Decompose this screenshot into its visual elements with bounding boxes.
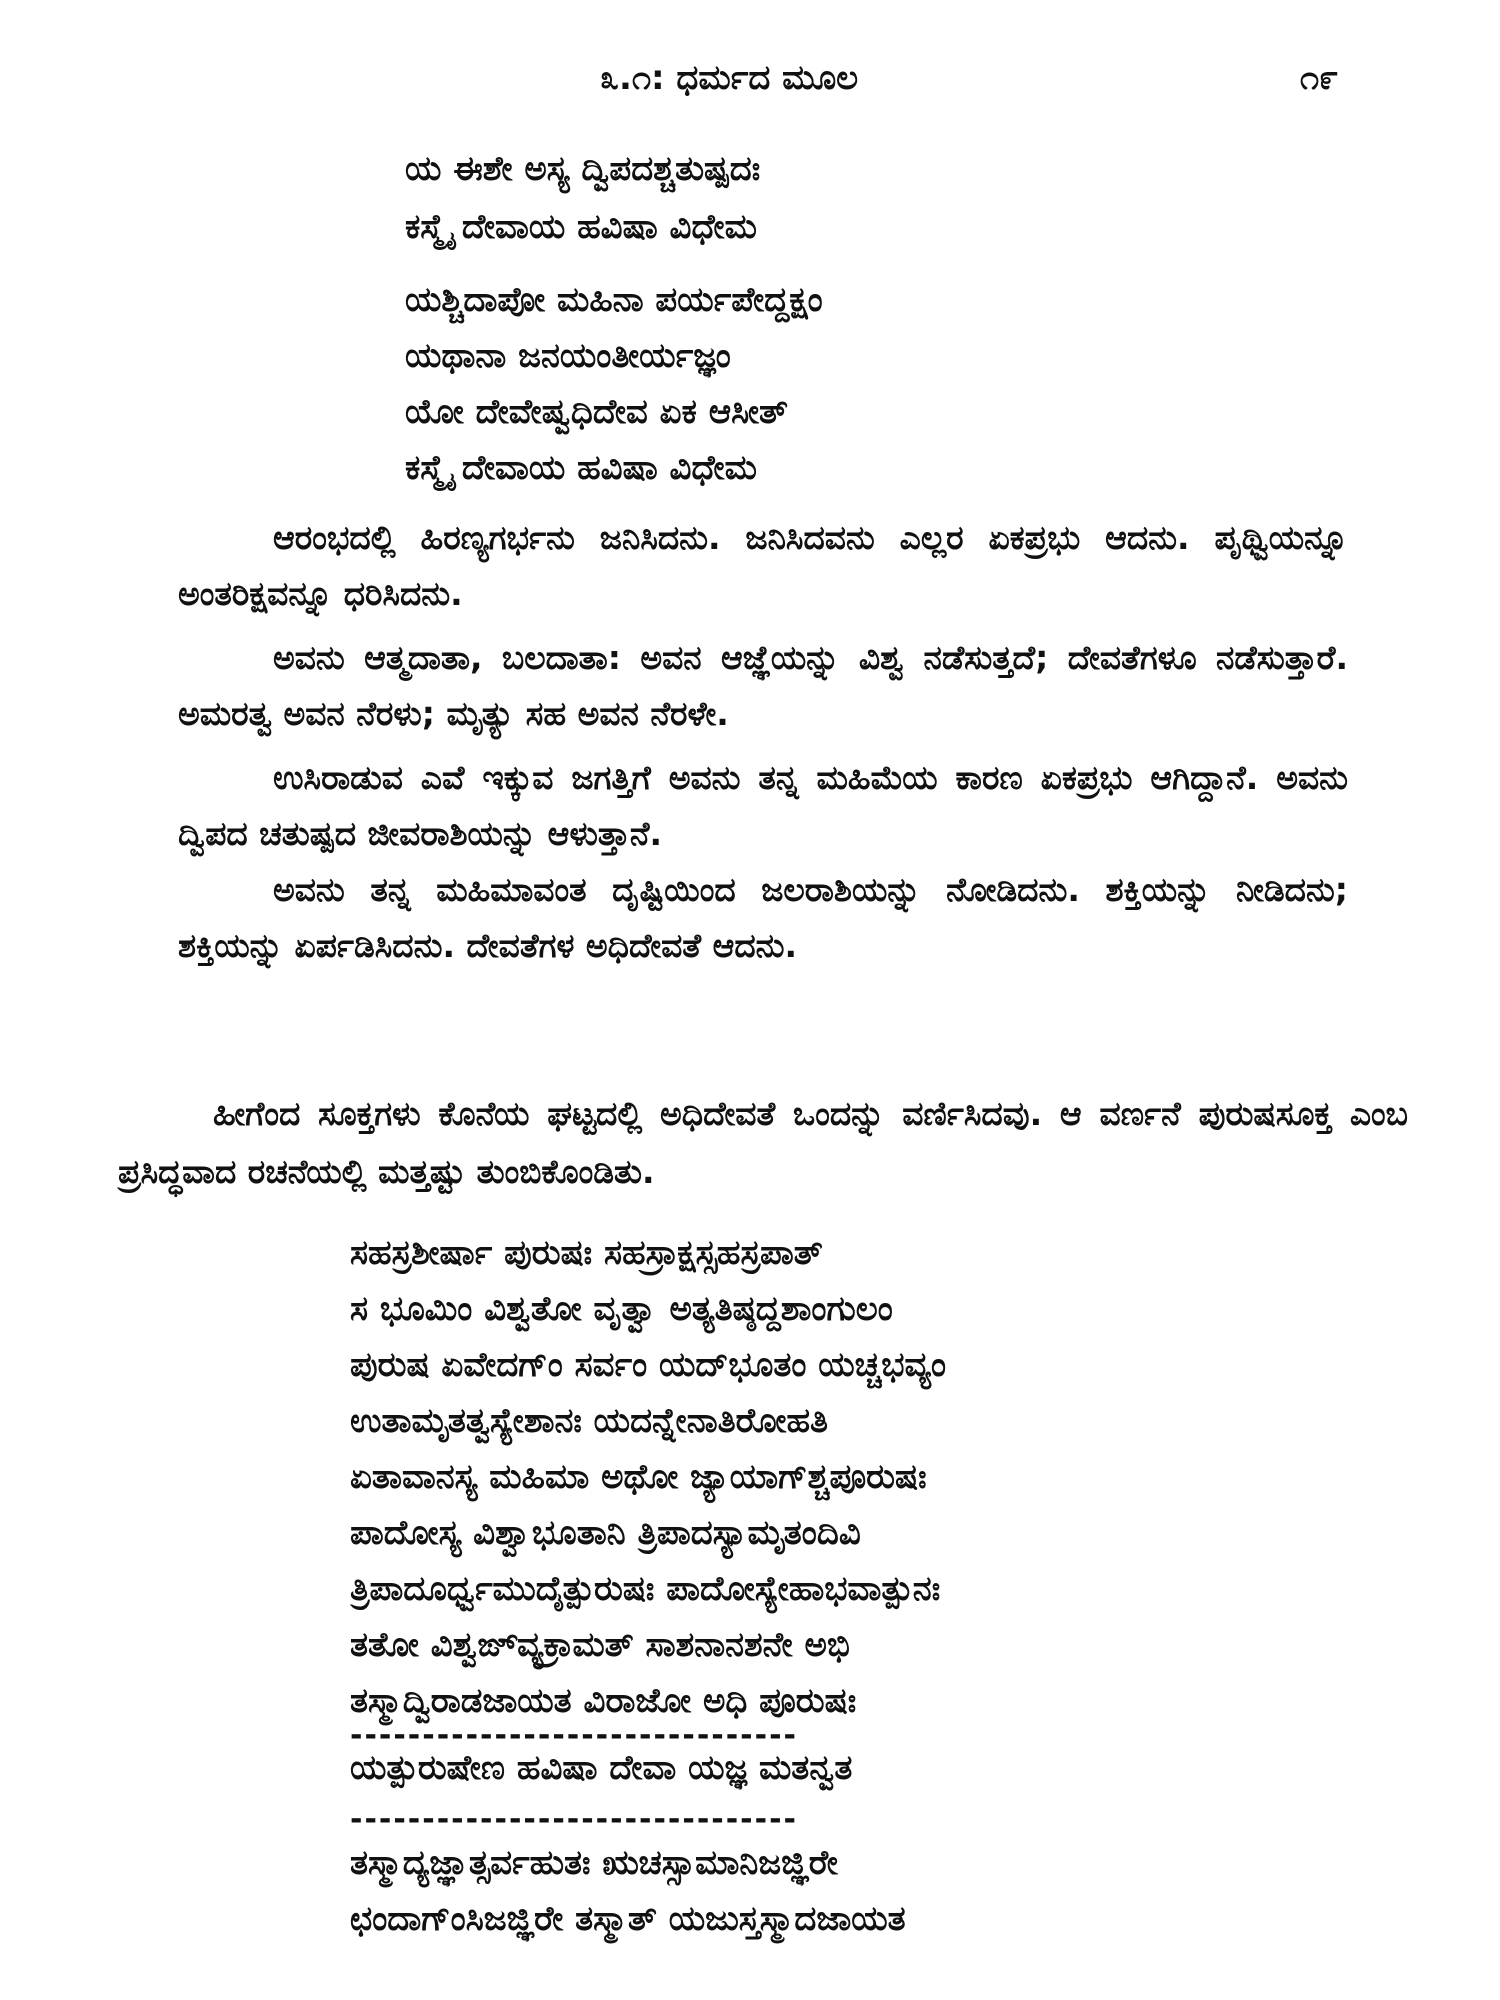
- verse-line: ಯಶ್ಚಿದಾಪೋ ಮಹಿನಾ ಪರ್ಯಪೇದ್ದಕ್ಷಂ: [405, 280, 823, 320]
- verse-line: ಕಸ್ಮೈ ದೇವಾಯ ಹವಿಷಾ ವಿಧೇಮ: [405, 448, 757, 488]
- chapter-heading: ೩.೧: ಧರ್ಮದ ಮೂಲ: [600, 58, 859, 98]
- verse-line: ಯೋ ದೇವೇಷ್ವಧಿದೇವ ಏಕ ಆಸೀತ್: [405, 392, 789, 432]
- purusha-end-block: [350, 1835, 906, 1947]
- page-header: [0, 58, 1500, 118]
- verse-line: ಸಹಸ್ರಶೀರ್ಷಾ ಪುರುಷಃ ಸಹಸ್ರಾಕ್ಷಸ್ಸಹಸ್ರಪಾತ್: [350, 1233, 823, 1273]
- separator-line: -------------------------------: [350, 1802, 798, 1837]
- verse-line: ಯ ಈಶೇ ಅಸ್ಯ ದ್ವಿಪದಶ್ಚತುಷ್ಪದಃ: [405, 149, 761, 189]
- paragraph: ಅವನು ಆತ್ಮದಾತಾ, ಬಲದಾತಾ: ಅವನ ಆಜ್ಞೆಯನ್ನು ವಿಶ್ವ ನಡೆಸುತ್ತದೆ; ದೇವತೆಗಳೂ ನಡೆಸುತ್ತಾರೆ. ಅಮರತ್ವ ಅವನ ನೆರಳು; ಮೃತ್ಯು ಸಹ ಅವನ ನೆರಳೇ.: [178, 638, 1348, 733]
- paragraph: ಉಸಿರಾಡುವ ಎವೆ ಇಕ್ಕುವ ಜಗತ್ತಿಗೆ ಅವನು ತನ್ನ ಮಹಿಮೆಯ ಕಾರಣ ಏಕಪ್ರಭು ಆಗಿದ್ದಾನೆ. ಅವನು ದ್ವಿಪದ ಚತುಷ್ಪದ ಜೀವರಾಶಿಯನ್ನು ಆಳುತ್ತಾನೆ.: [178, 758, 1348, 853]
- verse-line: ತತೋ ವಿಶ್ವಙ್‌ವ್ಯಕ್ರಾಮತ್ ಸಾಶನಾನಶನೇ ಅಭಿ: [350, 1625, 850, 1665]
- verse-line: ಉತಾಮೃತತ್ವಸ್ಯೇಶಾನಃ ಯದನ್ನೇನಾತಿರೋಹತಿ: [350, 1401, 829, 1441]
- verse-line: ತಸ್ಮಾದ್ವಿರಾಡಜಾಯತ ವಿರಾಜೋ ಅಧಿ ಪೂರುಷಃ: [350, 1681, 857, 1721]
- verse-line: ಸ ಭೂಮಿಂ ವಿಶ್ವತೋ ವೃತ್ವಾ ಅತ್ಯತಿಷ್ಠದ್ದಶಾಂಗುಲಂ: [350, 1289, 893, 1329]
- purusha-sukta-block: [350, 1225, 946, 1729]
- verse-line: ಯತ್ಪುರುಷೇಣ ಹವಿಷಾ ದೇವಾ ಯಜ್ಞ ಮತನ್ವತ: [350, 1748, 853, 1788]
- verse-line: ತಸ್ಮಾದ್ಯಜ್ಞಾತ್ಸರ್ವಹುತಃ ಋಚಸ್ಸಾಮಾನಿಜಜ್ಞಿರೇ: [350, 1843, 838, 1883]
- verse-block-1: [405, 140, 760, 256]
- verse-line: ತ್ರಿಪಾದೂರ್ಧ್ವಮುದೈತ್ಪುರುಷಃ ಪಾದೋಸ್ಯೇಹಾಭವಾತ್ಪುನಃ: [350, 1569, 941, 1609]
- verse-line: ಕಸ್ಮೈ ದೇವಾಯ ಹವಿಷಾ ವಿಧೇಮ: [405, 207, 757, 247]
- verse-block-2: [405, 272, 823, 496]
- separator-line: -------------------------------: [350, 1718, 798, 1753]
- verse-line: ಏತಾವಾನಸ್ಯ ಮಹಿಮಾ ಅಥೋ ಜ್ಯಾಯಾಗ್‌ಶ್ಚಪೂರುಷಃ: [350, 1457, 927, 1497]
- paragraph: ಅವನು ತನ್ನ ಮಹಿಮಾವಂತ ದೃಷ್ಟಿಯಿಂದ ಜಲರಾಶಿಯನ್ನು ನೋಡಿದನು. ಶಕ್ತಿಯನ್ನು ನೀಡಿದನು; ಶಕ್ತಿಯನ್ನು ಏರ್ಪಡಿಸಿದನು. ದೇವತೆಗಳ ಅಧಿದೇವತೆ ಆದನು.: [178, 870, 1348, 965]
- paragraph: ಆರಂಭದಲ್ಲಿ ಹಿರಣ್ಯಗರ್ಭನು ಜನಿಸಿದನು. ಜನಿಸಿದವನು ಎಲ್ಲರ ಏಕಪ್ರಭು ಆದನು. ಪೃಥ್ವಿಯನ್ನೂ ಅಂತರಿಕ್ಷವನ್ನೂ ಧರಿಸಿದನು.: [178, 518, 1348, 613]
- paragraph-purusha: ಹೀಗೆಂದ ಸೂಕ್ತಗಳು ಕೊನೆಯ ಘಟ್ಟದಲ್ಲಿ ಅಧಿದೇವತೆ ಒಂದನ್ನು ವರ್ಣಿಸಿದವು. ಆ ವರ್ಣನೆ ಪುರುಷಸೂಕ್ತ ಎಂಬ ಪ್ರಸಿದ್ಧವಾದ ರಚನೆಯಲ್ಲಿ ಮತ್ತಷ್ಟು ತುಂಬಿಕೊಂಡಿತು.: [118, 1094, 1408, 1191]
- prose-block: [178, 510, 1348, 974]
- verse-line: ಛಂದಾಗ್‌ಂಸಿಜಜ್ಞಿರೇ ತಸ್ಮಾತ್ ಯಜುಸ್ತಸ್ಮಾದಜಾಯತ: [350, 1899, 906, 1939]
- verse-line: ಪಾದೋಸ್ಯ ವಿಶ್ವಾಭೂತಾನಿ ತ್ರಿಪಾದಸ್ಯಾಮೃತಂದಿವಿ: [350, 1513, 861, 1553]
- verse-line: ಯಥಾನಾ ಜನಯಂತೀರ್ಯಜ್ಞಂ: [405, 336, 731, 376]
- page-number: ೧೯: [1300, 58, 1339, 98]
- verse-line: ಪುರುಷ ಏವೇದಗ್ಂ ಸರ್ವಂ ಯದ್‌ಭೂತಂ ಯಚ್ಚಭವ್ಯಂ: [350, 1345, 947, 1385]
